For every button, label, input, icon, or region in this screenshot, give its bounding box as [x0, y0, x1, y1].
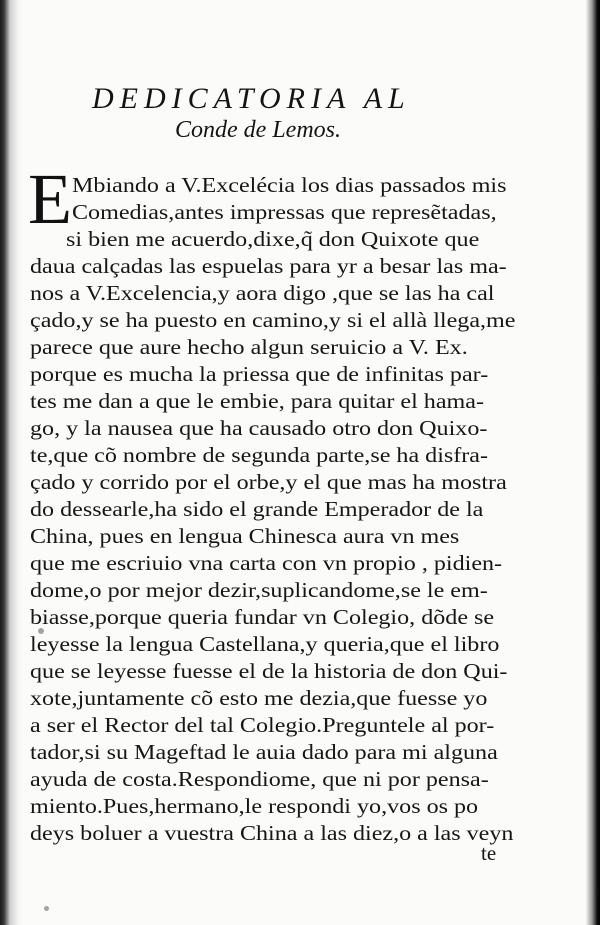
text-line-8: porque es mucha la priessa que de infinitas par- — [30, 362, 489, 386]
text-line-2: Comedias,antes impressas que represẽtadas, — [72, 200, 497, 224]
text-line-3: si bien me acuerdo,dixe,q̃ don Quixote que — [66, 227, 480, 251]
text-line-22: tador,si su Mageftad le auia dado para mi alguna — [30, 740, 498, 764]
text-line-11: te,que cõ nombre de segunda parte,se ha disfra- — [30, 443, 489, 467]
text-line-12: çado y corrido por el orbe,y el que mas ha mostra — [30, 470, 507, 494]
text-line-25: deys boluer a vuestra China a las diez,o a las veyn — [30, 821, 514, 845]
page-right-edge-shadow — [586, 0, 600, 925]
text-line-18: leyesse la lengua Castellana,y queria,que el libro — [30, 632, 500, 656]
dedication-title: DEDICATORIA AL — [92, 82, 411, 115]
dedication-subtitle: Conde de Lemos. — [175, 117, 341, 143]
text-line-5: nos a V.Excelencia,y aora digo ,que se las ha cal — [30, 281, 495, 305]
text-line-4: daua calçadas las espuelas para yr a besar las ma- — [30, 254, 507, 278]
text-line-17: biasse,porque queria fundar vn Colegio, dõde se — [30, 605, 495, 629]
text-line-13: do dessearle,ha sido el grande Emperador de la — [30, 497, 484, 521]
text-line-23: ayuda de costa.Respondiome, que ni por pensa- — [30, 767, 489, 791]
text-line-9: tes me dan a que le embie, para quitar el hama- — [30, 389, 484, 413]
ink-speck — [38, 628, 44, 634]
text-line-16: dome,o por mejor dezir,suplicandome,se le em- — [30, 578, 488, 602]
text-line-1: Mbiando a V.Excelécia los dias passados mis — [72, 173, 507, 197]
text-line-6: çado,y se ha puesto en camino,y si el allà llega,me — [30, 308, 516, 332]
drop-cap-initial: E — [28, 159, 72, 239]
text-line-19: que se leyesse fuesse el de la historia de don Qui- — [30, 659, 508, 683]
text-line-10: go, y la nausea que ha causado otro don Quixo- — [30, 416, 488, 440]
catchword: te — [481, 841, 497, 865]
text-line-15: que me escriuio vna carta con vn propio , pidien- — [30, 551, 503, 575]
text-line-21: a ser el Rector del tal Colegio.Preguntele al por- — [30, 713, 495, 737]
page-left-edge-shadow — [0, 0, 22, 925]
ink-speck — [44, 906, 49, 911]
text-line-7: parece que aure hecho algun seruicio a V. Ex. — [30, 335, 468, 359]
text-line-20: xote,juntamente cõ esto me dezia,que fuesse yo — [30, 686, 488, 710]
text-line-24: miento.Pues,hermano,le respondi yo,vos os po — [30, 794, 479, 818]
text-line-14: China, pues en lengua Chinesca aura vn mes — [30, 524, 460, 548]
